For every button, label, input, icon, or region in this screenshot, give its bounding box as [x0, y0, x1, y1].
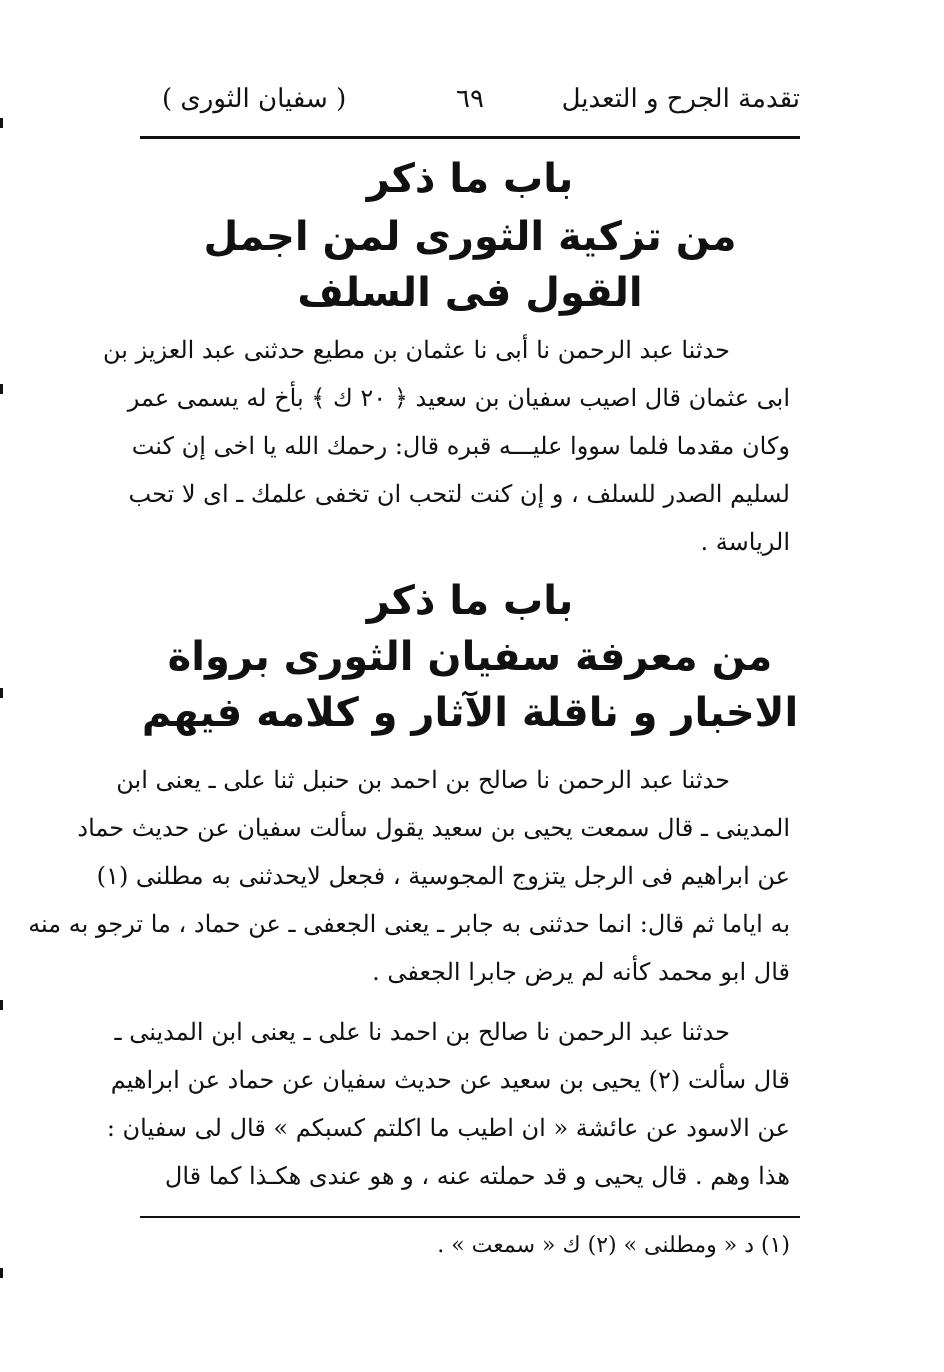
section2-paragraph-1: [28, 756, 790, 996]
paragraph-line: الرياسة .: [700, 528, 790, 556]
paragraph-line: قال سألت (٢) يحيى بن سعيد عن حديث سفيان عن حماد عن ابراهيم: [110, 1066, 790, 1094]
section1-heading-line-3: القول فى السلف: [297, 270, 643, 316]
running-header: [140, 84, 800, 128]
paragraph-line: حدثنا عبد الرحمن نا صالح بن احمد نا على ـ يعنى ابن المدينى ـ: [114, 1018, 730, 1046]
paragraph-line: عن الاسود عن عائشة « ان اطيب ما اكلتم كسبكم » قال لى سفيان :: [106, 1114, 790, 1142]
paragraph-line: به اياما ثم قال: انما حدثنى به جابر ـ يعنى الجعفى ـ عن حماد ، ما ترجو به منه: [28, 910, 790, 938]
page-number: ٦٩: [456, 84, 484, 114]
paragraph-line: لسليم الصدر للسلف ، و إن كنت لتحب ان تخفى علمك ـ اى لا تحب: [128, 480, 790, 508]
section2-heading-line-1: باب ما ذكر: [366, 578, 574, 624]
section2-heading-line-2: من معرفة سفيان الثورى برواة: [167, 634, 773, 680]
header-rule: [140, 136, 800, 139]
paragraph-line: هذا وهم . قال يحيى و قد حملته عنه ، و هو عندى هكـذا كما قال: [164, 1162, 790, 1190]
paragraph-line: قال ابو محمد كأنه لم يرض جابرا الجعفى .: [372, 958, 790, 986]
scan-margin-mark: [0, 688, 3, 698]
section2-heading-line-3: الاخبار و ناقلة الآثار و كلامه فيهم: [141, 690, 799, 736]
paragraph-line: ابى عثمان قال اصيب سفيان بن سعيد ﴿ ٢٠ ك ﴾ بأخ له يسمى عمر: [127, 384, 790, 412]
paragraph-line: وكان مقدما فلما سووا عليـــه قبره قال: رحمك الله يا اخى إن كنت: [131, 432, 790, 460]
scan-margin-mark: [0, 1268, 3, 1278]
footnote: (١) د « ومطلنى » (٢) ك « سمعت » .: [437, 1233, 790, 1258]
paragraph-line: عن ابراهيم فى الرجل يتزوج المجوسية ، فجعل لايحدثنى به مطلنى (١): [96, 862, 790, 890]
footnote-rule: [140, 1216, 800, 1218]
section-title: ( سفيان الثورى ): [162, 84, 347, 114]
section1-heading-line-1: باب ما ذكر: [366, 156, 574, 202]
paragraph-line: المدينى ـ قال سمعت يحيى بن سعيد يقول سألت سفيان عن حديث حماد: [77, 814, 790, 842]
section1-paragraph: [103, 326, 790, 566]
scan-margin-mark: [0, 118, 3, 128]
scan-margin-mark: [0, 1000, 3, 1010]
paragraph-line: حدثنا عبد الرحمن نا أبى نا عثمان بن مطيع حدثنى عبد العزيز بن: [103, 336, 730, 364]
scan-margin-mark: [0, 384, 3, 394]
book-title: تقدمة الجرح و التعديل: [561, 84, 800, 114]
paragraph-line: حدثنا عبد الرحمن نا صالح بن احمد بن حنبل ثنا على ـ يعنى ابن: [116, 766, 730, 794]
section2-paragraph-2: [106, 1008, 790, 1200]
section1-heading-line-2: من تزكية الثورى لمن اجمل: [203, 214, 737, 260]
